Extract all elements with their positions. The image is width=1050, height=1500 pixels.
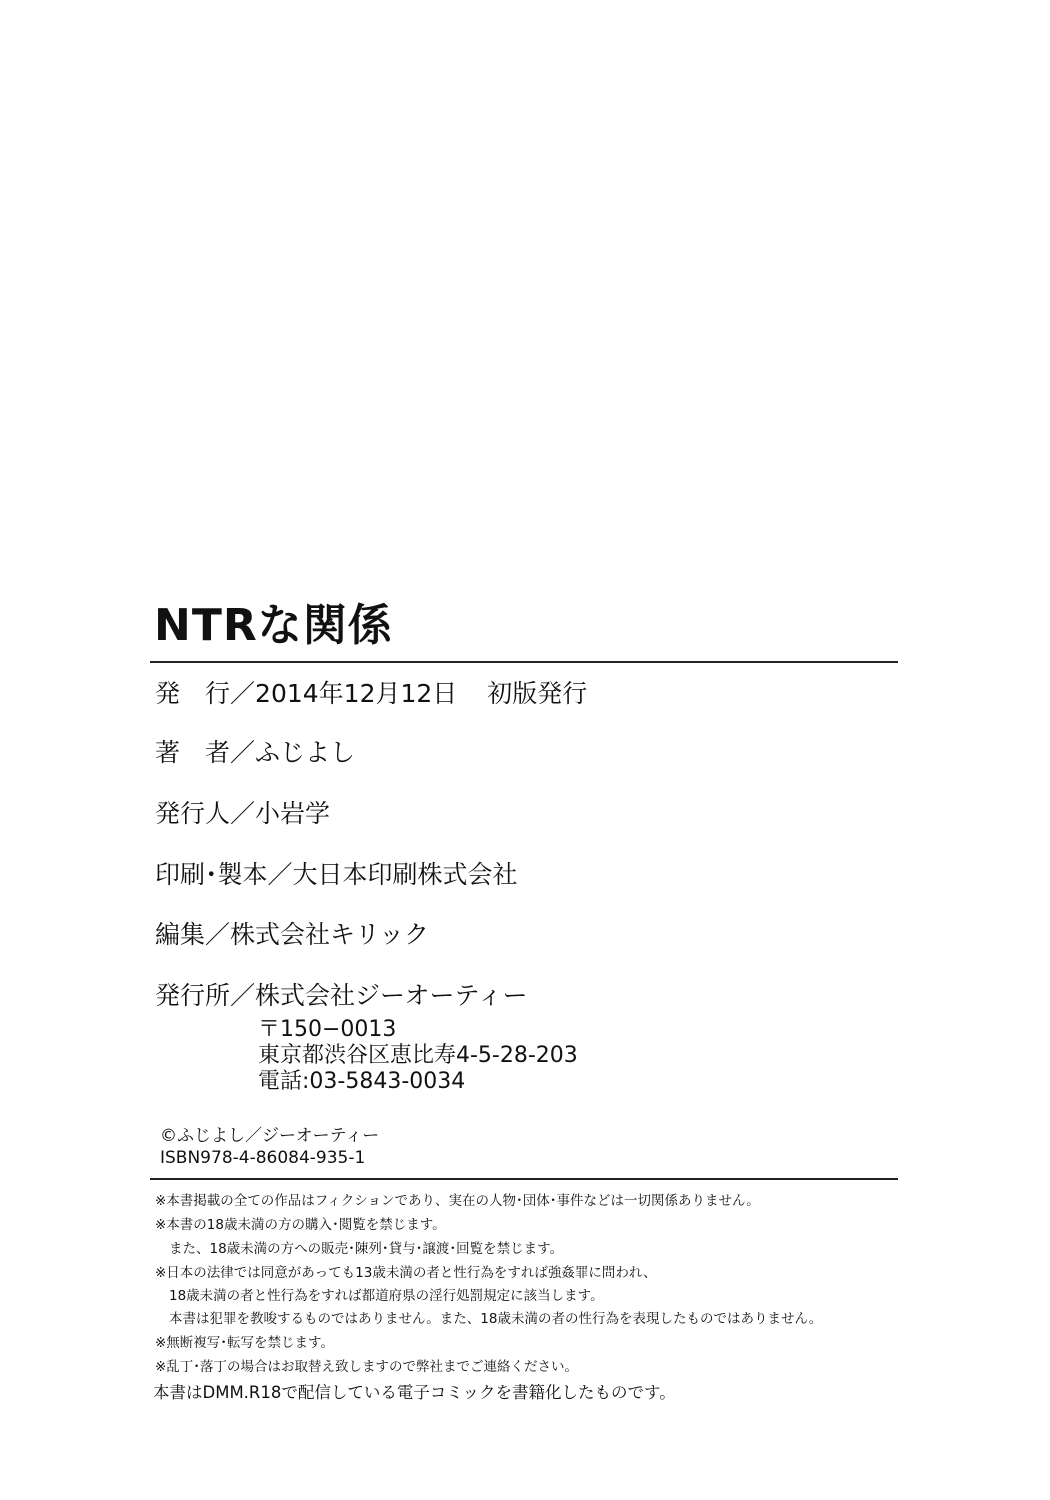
note-line: 本書は犯罪を教唆するものではありません。また、18歳未満の者の性行為を表現したものではありません。 bbox=[169, 1311, 823, 1327]
author-entry bbox=[155, 740, 355, 765]
editor-name: 株式会社キリック bbox=[230, 920, 430, 949]
entry-separator: ／ bbox=[230, 679, 256, 708]
entry-label-char: 者 bbox=[205, 738, 231, 767]
postal-code: 〒150−0013 bbox=[258, 1017, 397, 1042]
entry-separator: ／ bbox=[267, 860, 293, 889]
entry-separator: ／ bbox=[230, 738, 256, 767]
entry-separator: ／ bbox=[205, 920, 231, 949]
copyright-notice: ©ふじよし／ジーオーティー bbox=[160, 1126, 380, 1146]
entry-label-char: 発 bbox=[155, 679, 181, 708]
editing-entry bbox=[155, 922, 429, 947]
phone-number: 電話:03-5843-0034 bbox=[258, 1069, 466, 1094]
publisher-person-entry bbox=[155, 801, 330, 826]
entry-label-char: 著 bbox=[155, 738, 181, 767]
note-line: ※無断複写･転写を禁じます。 bbox=[155, 1335, 334, 1351]
entry-label-char: 行 bbox=[205, 679, 231, 708]
entry-label: 発行人 bbox=[155, 799, 231, 828]
entry-separator: ／ bbox=[230, 981, 256, 1010]
entry-separator: ／ bbox=[230, 799, 256, 828]
publisher-name: 株式会社ジーオーティー bbox=[255, 981, 528, 1010]
publisher-person-name: 小岩学 bbox=[255, 799, 331, 828]
publication-date: 2014年12月12日 bbox=[255, 679, 458, 708]
edition: 初版発行 bbox=[487, 679, 588, 708]
book-title: NTRな関係 bbox=[154, 600, 393, 651]
publication-date-entry bbox=[155, 681, 587, 706]
entry-label: 編集 bbox=[155, 920, 206, 949]
author-name: ふじよし bbox=[255, 738, 356, 767]
note-line: 18歳未満の者と性行為をすれば都道府県の淫行処罰規定に該当します。 bbox=[169, 1288, 604, 1304]
printer-name: 大日本印刷株式会社 bbox=[292, 860, 518, 889]
note-line: ※本書の18歳未満の方の購入･閲覧を禁じます。 bbox=[155, 1217, 446, 1233]
entry-label: 印刷･製本 bbox=[155, 860, 268, 889]
street-address: 東京都渋谷区恵比寿4-5-28-203 bbox=[258, 1043, 578, 1068]
entry-label: 発行所 bbox=[155, 981, 231, 1010]
publisher-entry bbox=[155, 983, 528, 1008]
isbn: ISBN978-4-86084-935-1 bbox=[160, 1148, 366, 1168]
notes-divider bbox=[150, 1178, 898, 1180]
note-line: また、18歳未満の方への販売･陳列･貸与･譲渡･回覧を禁じます。 bbox=[169, 1241, 564, 1257]
source-notice: 本書はDMM.R18で配信している電子コミックを書籍化したものです。 bbox=[153, 1383, 676, 1402]
printing-entry bbox=[155, 862, 518, 887]
note-line: ※乱丁･落丁の場合はお取替え致しますので弊社までご連絡ください。 bbox=[155, 1359, 579, 1375]
note-line: ※本書掲載の全ての作品はフィクションであり、実在の人物･団体･事件などは一切関係ありません。 bbox=[155, 1193, 760, 1209]
title-divider bbox=[150, 661, 898, 663]
note-line: ※日本の法律では同意があっても13歳未満の者と性行為をすれば強姦罪に問われ、 bbox=[155, 1265, 657, 1281]
